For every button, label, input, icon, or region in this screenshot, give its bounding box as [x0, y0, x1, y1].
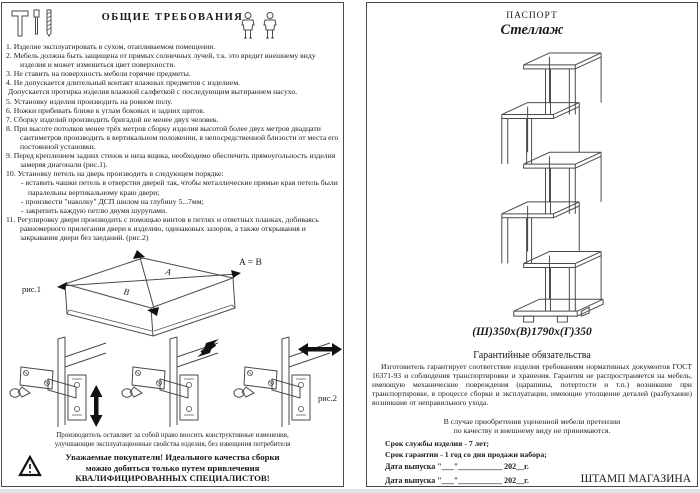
list-item: 1. Изделие эксплуатировать в сухом, отапливаемом помещении. [6, 42, 216, 51]
discount-note-line: по качеству и внешнему виду не принимаются. [453, 426, 611, 435]
list-subitem: - закрепить каждую петлю двумя шурупами. [21, 205, 168, 215]
list-item: 2. Мебель должна быть защищена от прямых солнечных лучей, т.к. это вредит внешнему виду изделия и может измениться цвет поверхности. [6, 51, 316, 70]
warranty-heading: Гарантийные обязательства [473, 350, 591, 361]
figure-1 [2, 250, 343, 338]
product-dimensions: (Ш)350х(В)1790х(Г)350 [472, 326, 592, 338]
scan-edge [0, 489, 700, 493]
shelf-unit-drawing [467, 45, 622, 331]
horizontal-adjust-arrow [298, 343, 342, 356]
manufacturer-note: Производитель оставляет за собой право вносить конструктивные изменения, улучшающие эксплуатационные свойства изделия, без извещения потребителя [54, 431, 291, 448]
list-item: Допускается протирка изделия влажной салфеткой с последующим вытиранием насухо. [8, 87, 298, 97]
vertical-adjust-arrow [90, 385, 103, 427]
list-subitem: - произвести "наколку" ДСП шилом на глубину 5...7мм; [21, 196, 204, 206]
warning-triangle-icon [18, 455, 42, 477]
list-item: 8. При высоте потолков менее трёх метров сборку изделия высотой более двух метров двадцати сантиметров производить в вертикальном положении, в непосредственной близости от места его постоянной установки. [6, 123, 339, 152]
hinge-adjustment-diagrams [8, 335, 344, 431]
svg-text:А: А [164, 266, 173, 278]
list-item: 4. Не допускается длительный контакт влажных предметов с изделием. [6, 78, 240, 88]
list-item: 7. Сборку изделий производить бригадой не менее двух человек. [6, 114, 219, 124]
document-title: ПАСПОРТ [506, 11, 558, 21]
right-page [366, 2, 698, 487]
warranty-period: Срок гарантии - 1 год со дня продажи набора; [385, 450, 547, 459]
figure-1-label: рис.1 [22, 284, 41, 294]
list-item: 9. Перед креплением задних стенок и низа ящика, необходимо обеспечить прямоугольность изделия замеряя диагонали (рис.1). [6, 151, 336, 170]
page-title: ОБЩИЕ ТРЕБОВАНИЯ [101, 12, 244, 23]
list-item: 10. Установку петель на дверь производить в следующем порядке: [6, 169, 224, 179]
warranty-body: Изготовитель гарантирует соответствие изделия требованиям нормативных документов ГОСТ 16371-93 и соблюдения транспортировки и хранения. Гарантия не распространяется на мебель, имеющую механические повреждения (царапины, потертости и т.п.) возникшие при транспортировке, в процессе сборки и эксплуатации, имеющие утолщение деталей (разбухание) возникшие от неправильного ухода. [372, 362, 692, 407]
two-person-assembly-icon [238, 11, 284, 41]
diagonal-check-diagram [47, 250, 247, 338]
general-requirements-list [6, 42, 340, 242]
list-item: 3. Не ставить на поверхность мебели горячие предметы. [6, 69, 191, 79]
figure-2-label: рис.2 [318, 393, 337, 403]
figure-1-equation: A = B [239, 258, 262, 268]
issue-date-line: Дата выпуска "___"___________ 202__г. [385, 476, 529, 485]
figure-2 [2, 335, 343, 431]
list-item: 11. Регулировку двери производить с помощью винтов в петлях и ответных планках, добиваясь равномерного прилегания двери к изделию, одинаковых зазоров, а также открывания и закрывания двери без заеданий. (рис.2) [6, 214, 319, 242]
discount-note-line: В случае приобретения уцененной мебели претензии [443, 417, 621, 426]
list-subitem: - вставить чашки петель в отверстия дверей так, чтобы металлические прямые края петель были паралельны вертикальному краю двери; [21, 178, 338, 197]
product-name: Стеллаж [500, 22, 564, 38]
svg-text:В: В [122, 286, 131, 298]
issue-date-line: Дата выпуска "___"___________ 202__г. [385, 462, 529, 471]
list-item: 5. Установку изделия производить на ровном полу. [6, 96, 173, 106]
left-page [1, 2, 344, 487]
assembly-warning: Уважаемые покупатели! Идеального качества сборки можно добиться только путем привлечения КВАЛИФИЦИРОВАННЫХ СПЕЦИАЛИСТОВ! [2, 452, 343, 484]
service-life: Срок службы изделия - 7 лет; [385, 439, 490, 448]
list-item: 6. Ножки прибивать ближе к углам боковых и задних щитов. [6, 105, 205, 115]
store-stamp-label: ШТАМП МАГАЗИНА [580, 473, 691, 485]
